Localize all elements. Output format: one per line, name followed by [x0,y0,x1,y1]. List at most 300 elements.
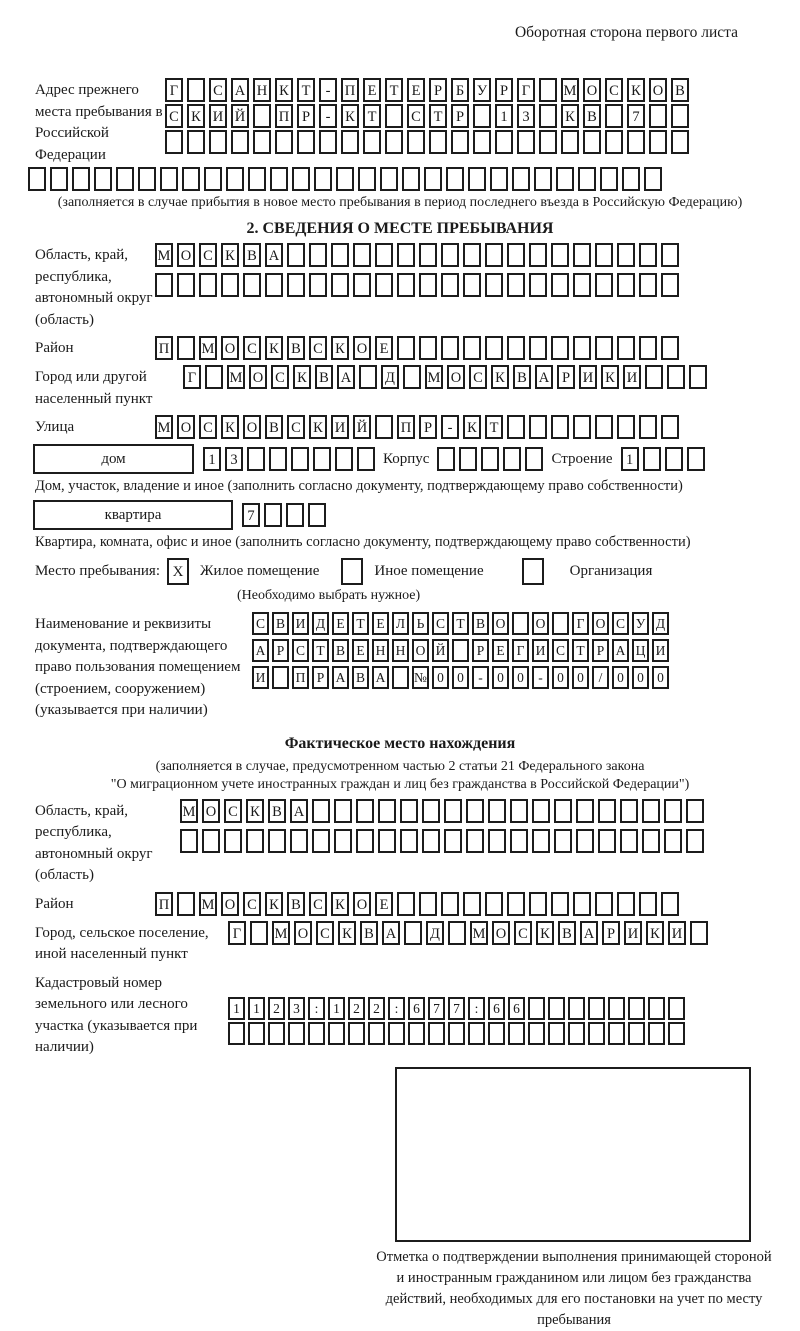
char-cell[interactable] [466,829,484,853]
char-cell[interactable]: В [472,612,489,635]
char-cell[interactable] [645,365,663,389]
char-cell[interactable]: О [221,892,239,916]
char-cell[interactable] [250,921,268,945]
char-cell[interactable]: : [388,997,405,1020]
char-cell[interactable]: О [592,612,609,635]
char-cell[interactable] [359,365,377,389]
char-cell[interactable] [50,167,68,191]
char-cell[interactable] [446,167,464,191]
char-cell[interactable] [463,273,481,297]
char-cell[interactable] [248,167,266,191]
char-cell[interactable] [485,243,503,267]
char-cell[interactable] [28,167,46,191]
char-cell[interactable] [270,167,288,191]
char-cell[interactable]: - [319,104,337,128]
char-cell[interactable] [397,336,415,360]
char-cell[interactable] [269,447,287,471]
char-cell[interactable] [334,799,352,823]
char-cell[interactable] [368,1022,385,1045]
char-cell[interactable] [485,273,503,297]
char-cell[interactable] [600,167,618,191]
char-cell[interactable] [488,1022,505,1045]
char-cell[interactable]: А [231,78,249,102]
char-cell[interactable] [667,365,685,389]
char-cell[interactable] [375,273,393,297]
char-cell[interactable]: О [202,799,220,823]
char-cell[interactable]: Р [592,639,609,662]
char-cell[interactable]: Й [432,639,449,662]
char-cell[interactable] [288,1022,305,1045]
char-cell[interactable] [204,167,222,191]
char-cell[interactable]: В [332,639,349,662]
char-cell[interactable]: 2 [348,997,365,1020]
char-cell[interactable] [529,273,547,297]
char-cell[interactable]: К [221,415,239,439]
char-cell[interactable] [617,243,635,267]
char-cell[interactable] [422,799,440,823]
char-cell[interactable]: С [309,336,327,360]
char-cell[interactable] [687,447,705,471]
char-cell[interactable] [419,892,437,916]
char-cell[interactable]: 0 [492,666,509,689]
char-cell[interactable] [138,167,156,191]
char-cell[interactable] [639,336,657,360]
char-cell[interactable]: О [353,336,371,360]
char-cell[interactable]: Г [228,921,246,945]
char-cell[interactable] [331,273,349,297]
char-cell[interactable] [422,829,440,853]
char-cell[interactable]: Р [451,104,469,128]
char-cell[interactable]: Т [452,612,469,635]
char-cell[interactable]: Т [312,639,329,662]
char-cell[interactable]: С [199,243,217,267]
char-cell[interactable] [573,415,591,439]
char-cell[interactable] [268,1022,285,1045]
char-cell[interactable] [297,130,315,154]
char-cell[interactable] [180,829,198,853]
char-cell[interactable] [512,612,529,635]
char-cell[interactable] [643,447,661,471]
char-cell[interactable]: Г [165,78,183,102]
char-cell[interactable]: Р [557,365,575,389]
char-cell[interactable] [532,829,550,853]
char-cell[interactable] [243,273,261,297]
char-cell[interactable] [529,336,547,360]
char-cell[interactable]: Е [352,639,369,662]
char-cell[interactable]: О [412,639,429,662]
char-cell[interactable] [248,1022,265,1045]
char-cell[interactable] [642,799,660,823]
char-cell[interactable] [529,243,547,267]
char-cell[interactable]: К [293,365,311,389]
char-cell[interactable] [642,829,660,853]
char-cell[interactable]: В [671,78,689,102]
char-cell[interactable]: / [592,666,609,689]
char-cell[interactable] [309,273,327,297]
char-cell[interactable] [224,829,242,853]
char-cell[interactable] [444,799,462,823]
char-cell[interactable] [595,415,613,439]
char-cell[interactable] [116,167,134,191]
stay-checkbox-organization[interactable] [522,558,544,585]
char-cell[interactable] [503,447,521,471]
char-cell[interactable]: К [246,799,264,823]
char-cell[interactable]: Т [572,639,589,662]
char-cell[interactable] [573,892,591,916]
char-cell[interactable]: 1 [203,447,221,471]
char-cell[interactable]: О [649,78,667,102]
char-cell[interactable]: К [646,921,664,945]
char-cell[interactable]: А [252,639,269,662]
char-cell[interactable]: Г [183,365,201,389]
char-cell[interactable]: 6 [408,997,425,1020]
char-cell[interactable]: О [492,612,509,635]
char-cell[interactable] [429,130,447,154]
char-cell[interactable]: 2 [268,997,285,1020]
char-cell[interactable] [308,1022,325,1045]
char-cell[interactable] [353,243,371,267]
char-cell[interactable] [689,365,707,389]
char-cell[interactable]: Ь [412,612,429,635]
char-cell[interactable]: К [463,415,481,439]
char-cell[interactable]: Ц [632,639,649,662]
char-cell[interactable] [548,997,565,1020]
char-cell[interactable]: Н [253,78,271,102]
char-cell[interactable]: С [287,415,305,439]
char-cell[interactable]: С [407,104,425,128]
char-cell[interactable] [385,104,403,128]
char-cell[interactable] [573,243,591,267]
char-cell[interactable]: К [221,243,239,267]
char-cell[interactable]: С [252,612,269,635]
char-cell[interactable] [608,1022,625,1045]
char-cell[interactable] [507,336,525,360]
char-cell[interactable]: В [272,612,289,635]
char-cell[interactable]: 7 [627,104,645,128]
char-cell[interactable] [155,273,173,297]
char-cell[interactable]: 0 [572,666,589,689]
char-cell[interactable] [378,799,396,823]
char-cell[interactable]: С [432,612,449,635]
char-cell[interactable] [644,167,662,191]
char-cell[interactable]: П [275,104,293,128]
char-cell[interactable]: Т [363,104,381,128]
char-cell[interactable] [290,829,308,853]
char-cell[interactable] [165,130,183,154]
char-cell[interactable]: Д [426,921,444,945]
char-cell[interactable] [525,447,543,471]
char-cell[interactable]: 1 [621,447,639,471]
char-cell[interactable] [375,243,393,267]
char-cell[interactable]: 7 [448,997,465,1020]
char-cell[interactable]: - [441,415,459,439]
char-cell[interactable] [668,997,685,1020]
stay-checkbox-other[interactable] [341,558,363,585]
char-cell[interactable]: Д [652,612,669,635]
char-cell[interactable] [661,415,679,439]
char-cell[interactable]: М [272,921,290,945]
char-cell[interactable]: 1 [495,104,513,128]
char-cell[interactable] [686,829,704,853]
char-cell[interactable] [228,1022,245,1045]
char-cell[interactable] [649,130,667,154]
char-cell[interactable]: 0 [432,666,449,689]
char-cell[interactable] [357,447,375,471]
char-cell[interactable]: Д [381,365,399,389]
char-cell[interactable] [507,415,525,439]
char-cell[interactable]: С [605,78,623,102]
char-cell[interactable] [561,130,579,154]
char-cell[interactable] [649,104,667,128]
char-cell[interactable]: О [583,78,601,102]
char-cell[interactable]: 0 [512,666,529,689]
char-cell[interactable]: И [252,666,269,689]
char-cell[interactable] [407,130,425,154]
char-cell[interactable]: О [294,921,312,945]
char-cell[interactable]: С [514,921,532,945]
char-cell[interactable]: - [472,666,489,689]
char-cell[interactable] [202,829,220,853]
char-cell[interactable]: А [535,365,553,389]
char-cell[interactable] [272,666,289,689]
char-cell[interactable]: Е [332,612,349,635]
char-cell[interactable]: С [243,892,261,916]
char-cell[interactable] [246,829,264,853]
char-cell[interactable]: И [652,639,669,662]
char-cell[interactable] [226,167,244,191]
char-cell[interactable] [598,829,616,853]
char-cell[interactable]: 0 [452,666,469,689]
char-cell[interactable] [551,273,569,297]
char-cell[interactable]: А [332,666,349,689]
char-cell[interactable]: С [271,365,289,389]
char-cell[interactable] [441,892,459,916]
char-cell[interactable] [488,829,506,853]
char-cell[interactable] [448,921,466,945]
char-cell[interactable] [661,243,679,267]
char-cell[interactable] [556,167,574,191]
char-cell[interactable]: К [338,921,356,945]
char-cell[interactable] [177,892,195,916]
char-cell[interactable] [639,415,657,439]
char-cell[interactable]: О [243,415,261,439]
char-cell[interactable] [495,130,513,154]
char-cell[interactable]: О [221,336,239,360]
char-cell[interactable] [628,997,645,1020]
char-cell[interactable] [358,167,376,191]
char-cell[interactable]: У [632,612,649,635]
char-cell[interactable] [507,273,525,297]
char-cell[interactable] [380,167,398,191]
char-cell[interactable]: А [580,921,598,945]
char-cell[interactable]: С [309,892,327,916]
char-cell[interactable]: - [319,78,337,102]
char-cell[interactable] [665,447,683,471]
char-cell[interactable]: М [561,78,579,102]
char-cell[interactable]: В [558,921,576,945]
char-cell[interactable] [551,336,569,360]
char-cell[interactable] [441,273,459,297]
char-cell[interactable]: С [209,78,227,102]
char-cell[interactable]: К [265,892,283,916]
char-cell[interactable]: В [583,104,601,128]
char-cell[interactable] [400,829,418,853]
char-cell[interactable] [404,921,422,945]
char-cell[interactable]: А [265,243,283,267]
char-cell[interactable]: И [624,921,642,945]
char-cell[interactable]: В [513,365,531,389]
char-cell[interactable]: С [243,336,261,360]
char-cell[interactable]: И [209,104,227,128]
char-cell[interactable]: О [447,365,465,389]
char-cell[interactable]: О [532,612,549,635]
char-cell[interactable] [595,892,613,916]
char-cell[interactable] [548,1022,565,1045]
char-cell[interactable]: М [470,921,488,945]
char-cell[interactable] [312,799,330,823]
char-cell[interactable]: К [265,336,283,360]
char-cell[interactable]: И [532,639,549,662]
char-cell[interactable] [598,799,616,823]
char-cell[interactable] [177,273,195,297]
char-cell[interactable] [253,130,271,154]
char-cell[interactable] [576,799,594,823]
char-cell[interactable] [508,1022,525,1045]
char-cell[interactable] [397,243,415,267]
char-cell[interactable]: С [469,365,487,389]
char-cell[interactable]: М [155,243,173,267]
char-cell[interactable]: К [491,365,509,389]
char-cell[interactable]: К [627,78,645,102]
char-cell[interactable] [573,273,591,297]
char-cell[interactable]: 1 [328,997,345,1020]
char-cell[interactable]: 0 [652,666,669,689]
char-cell[interactable] [286,503,304,527]
char-cell[interactable] [529,892,547,916]
char-cell[interactable]: М [227,365,245,389]
char-cell[interactable] [441,243,459,267]
char-cell[interactable]: Г [572,612,589,635]
char-cell[interactable] [221,273,239,297]
char-cell[interactable]: 3 [288,997,305,1020]
char-cell[interactable] [583,130,601,154]
char-cell[interactable] [312,829,330,853]
char-cell[interactable]: К [561,104,579,128]
char-cell[interactable]: Й [231,104,249,128]
char-cell[interactable]: Н [372,639,389,662]
char-cell[interactable] [576,829,594,853]
char-cell[interactable]: Р [602,921,620,945]
char-cell[interactable]: М [180,799,198,823]
char-cell[interactable] [403,365,421,389]
char-cell[interactable] [397,892,415,916]
char-cell[interactable]: П [292,666,309,689]
char-cell[interactable] [265,273,283,297]
char-cell[interactable]: У [473,78,491,102]
char-cell[interactable] [551,892,569,916]
char-cell[interactable]: Р [272,639,289,662]
char-cell[interactable] [661,273,679,297]
char-cell[interactable] [507,243,525,267]
char-cell[interactable]: А [337,365,355,389]
char-cell[interactable]: К [331,336,349,360]
char-cell[interactable] [177,336,195,360]
char-cell[interactable] [448,1022,465,1045]
char-cell[interactable]: Т [352,612,369,635]
char-cell[interactable] [385,130,403,154]
char-cell[interactable] [627,130,645,154]
char-cell[interactable]: Й [353,415,371,439]
char-cell[interactable]: М [199,892,217,916]
char-cell[interactable] [313,447,331,471]
char-cell[interactable] [671,130,689,154]
char-cell[interactable] [510,799,528,823]
stay-checkbox-residential[interactable]: X [167,558,189,585]
char-cell[interactable]: В [352,666,369,689]
char-cell[interactable] [463,892,481,916]
char-cell[interactable] [671,104,689,128]
char-cell[interactable]: М [199,336,217,360]
char-cell[interactable]: С [165,104,183,128]
char-cell[interactable] [617,892,635,916]
char-cell[interactable]: : [468,997,485,1020]
char-cell[interactable] [231,130,249,154]
char-cell[interactable]: Т [485,415,503,439]
char-cell[interactable] [620,829,638,853]
char-cell[interactable] [466,799,484,823]
char-cell[interactable]: И [292,612,309,635]
char-cell[interactable] [617,415,635,439]
char-cell[interactable] [664,799,682,823]
char-cell[interactable]: И [579,365,597,389]
char-cell[interactable]: В [360,921,378,945]
char-cell[interactable] [539,130,557,154]
char-cell[interactable] [551,243,569,267]
char-cell[interactable] [419,273,437,297]
char-cell[interactable]: А [290,799,308,823]
char-cell[interactable] [187,130,205,154]
char-cell[interactable] [463,243,481,267]
char-cell[interactable]: В [268,799,286,823]
char-cell[interactable] [328,1022,345,1045]
char-cell[interactable]: Г [517,78,535,102]
char-cell[interactable] [187,78,205,102]
char-cell[interactable] [628,1022,645,1045]
char-cell[interactable] [363,130,381,154]
char-cell[interactable] [608,997,625,1020]
char-cell[interactable] [335,447,353,471]
char-cell[interactable] [690,921,708,945]
char-cell[interactable]: О [492,921,510,945]
char-cell[interactable]: Р [312,666,329,689]
char-cell[interactable] [668,1022,685,1045]
char-cell[interactable] [595,273,613,297]
char-cell[interactable]: Т [297,78,315,102]
char-cell[interactable]: Е [375,892,393,916]
char-cell[interactable] [291,447,309,471]
char-cell[interactable] [292,167,310,191]
char-cell[interactable] [588,997,605,1020]
char-cell[interactable] [72,167,90,191]
char-cell[interactable] [182,167,200,191]
char-cell[interactable] [356,799,374,823]
char-cell[interactable] [314,167,332,191]
char-cell[interactable]: М [155,415,173,439]
char-cell[interactable]: С [292,639,309,662]
char-cell[interactable]: С [552,639,569,662]
char-cell[interactable] [424,167,442,191]
char-cell[interactable] [639,273,657,297]
